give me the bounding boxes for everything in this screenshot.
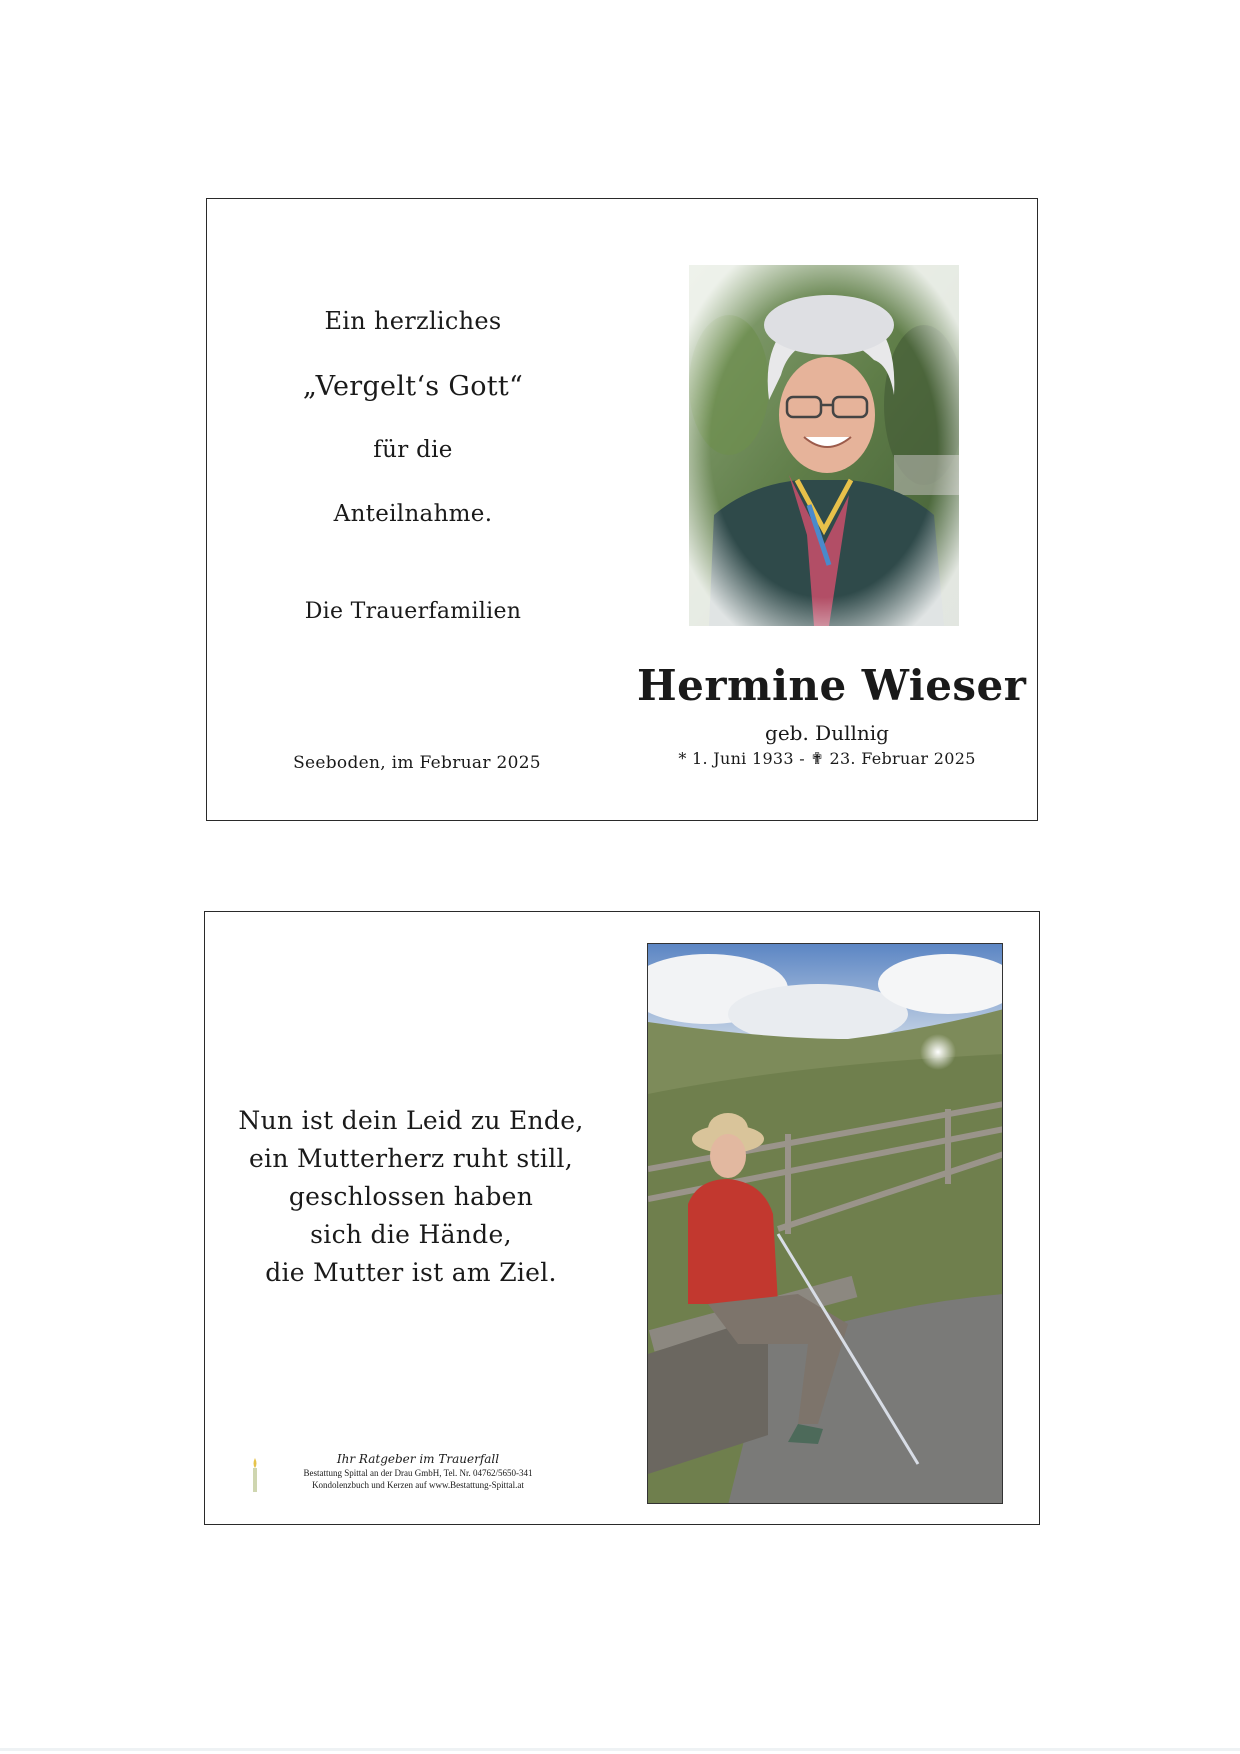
verse-line: ein Mutterherz ruht still, (248, 1144, 574, 1173)
verse-line: die Mutter ist am Ziel. (265, 1258, 557, 1287)
page-edge (0, 1748, 1240, 1751)
families-signature: Die Trauerfamilien (304, 599, 522, 624)
thanks-line: „Vergelt‘s Gott“ (302, 371, 524, 402)
memorial-verse (231, 1102, 591, 1292)
deceased-name: Hermine Wieser (637, 661, 1027, 710)
portrait-photo (689, 265, 959, 626)
verse-line: Nun ist dein Leid zu Ende, (238, 1106, 584, 1135)
thanks-line: für die (373, 437, 453, 463)
hiking-photo (647, 943, 1003, 1504)
candle-icon (249, 1456, 261, 1494)
life-dates: * 1. Juni 1933 - ✟ 23. Februar 2025 (678, 749, 976, 768)
verse-line: geschlossen haben (288, 1182, 534, 1211)
birth-name: geb. Dullnig (765, 721, 889, 745)
verse-line: sich die Hände, (310, 1220, 512, 1249)
footer-website: Kondolenzbuch und Kerzen auf www.Bestattung-Spittal.at (312, 1480, 524, 1490)
thanks-line: Anteilnahme. (333, 501, 493, 527)
parte-card-back (204, 911, 1040, 1525)
footer-contact: Bestattung Spittal an der Drau GmbH, Tel. Nr. 04762/5650-341 (303, 1468, 533, 1478)
parte-card-front (206, 198, 1038, 821)
footer-slogan: Ihr Ratgeber im Trauerfall (336, 1452, 500, 1466)
thanks-line: Ein herzliches (324, 307, 502, 335)
funeral-home-footer (249, 1452, 569, 1502)
place-date: Seeboden, im Februar 2025 (293, 753, 541, 773)
